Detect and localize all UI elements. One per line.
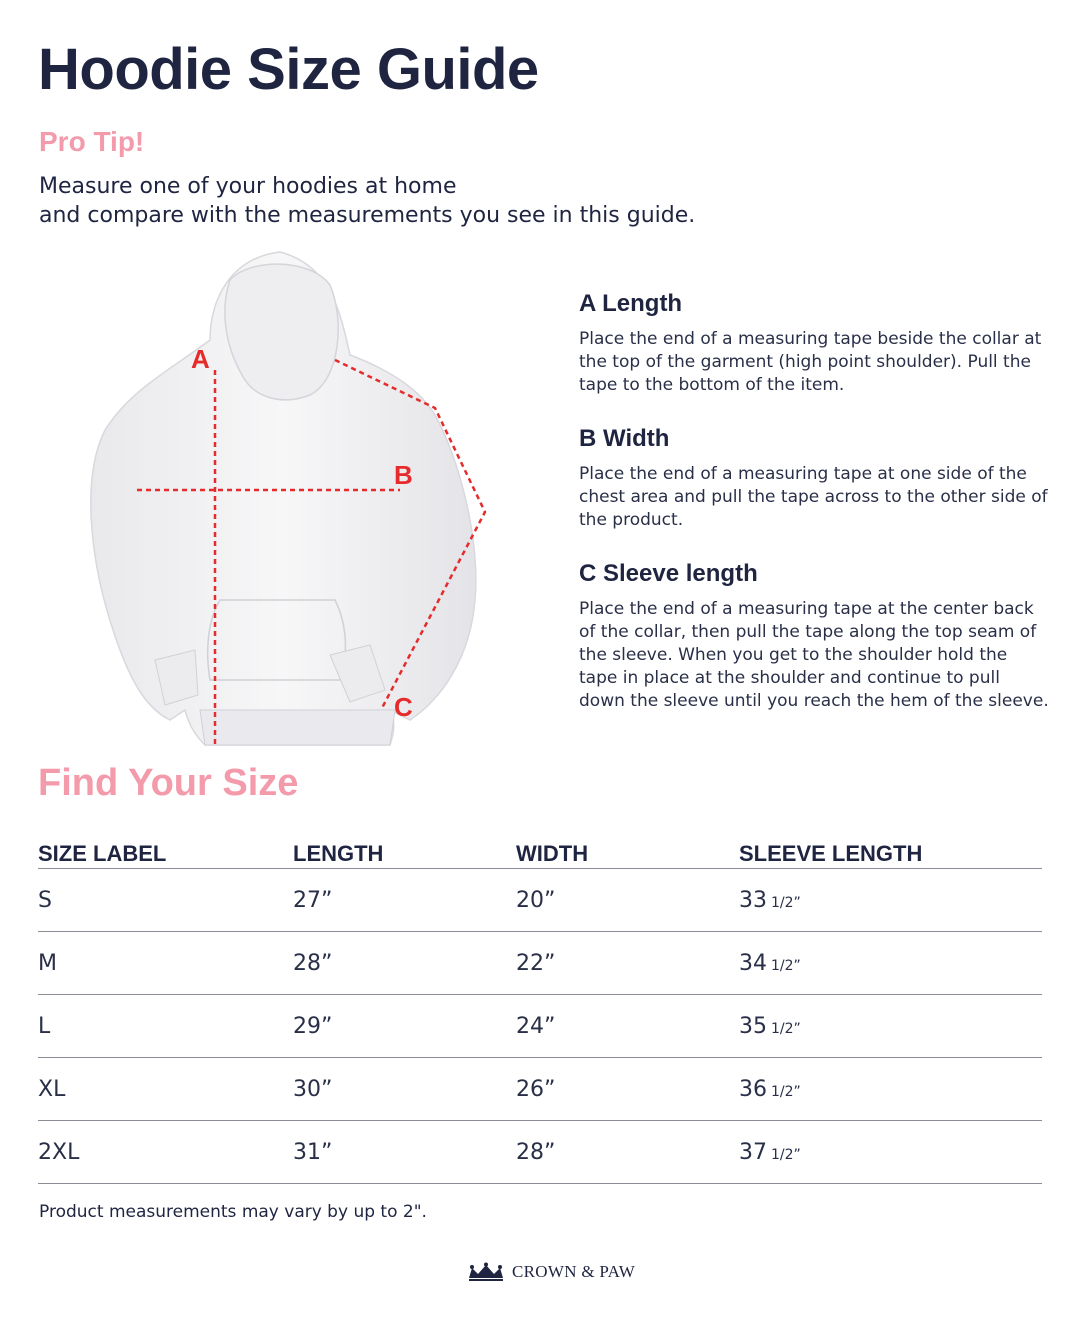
cell-sleeve [739, 1077, 1042, 1102]
cell-size: 2XL [38, 1139, 80, 1165]
waistband [200, 710, 395, 745]
intro-text [39, 172, 695, 230]
sleeve-fraction: 1/2” [771, 1083, 801, 1100]
measure-title: A Length [579, 290, 683, 317]
measure-title: C Sleeve length [579, 560, 758, 587]
cell-width: 24” [516, 1013, 556, 1039]
intro-line-1: Measure one of your hoodies at home [39, 174, 457, 199]
sleeve-fraction: 1/2” [771, 1146, 801, 1163]
intro-line-2: and compare with the measurements you see in this guide. [39, 203, 696, 228]
brand-name: CROWN & PAW [512, 1262, 636, 1281]
cell-width: 26” [516, 1076, 556, 1102]
cell-sleeve [739, 951, 1042, 976]
header-width: WIDTH [516, 841, 589, 866]
header-length: LENGTH [293, 841, 384, 866]
sleeve-whole: 36 [739, 1076, 767, 1102]
cell-width: 28” [516, 1139, 556, 1165]
footnote: Product measurements may vary by up to 2". [39, 1202, 427, 1222]
sleeve-fraction: 1/2” [771, 894, 801, 911]
sleeve-whole: 33 [739, 887, 767, 913]
table-row [38, 1058, 1042, 1121]
table-row [38, 932, 1042, 995]
hoodie-svg [60, 240, 520, 760]
label-a: A [191, 344, 210, 374]
label-b: B [394, 460, 413, 490]
page-title: Hoodie Size Guide [38, 37, 539, 102]
measure-length [579, 290, 1049, 397]
cell-length: 29” [293, 1013, 333, 1039]
cell-length: 27” [293, 887, 333, 913]
measure-width [579, 425, 1049, 532]
sleeve-whole: 37 [739, 1139, 767, 1165]
cell-sleeve [739, 1140, 1042, 1165]
find-your-size-heading: Find Your Size [38, 762, 299, 804]
measure-text: Place the end of a measuring tape at the center back of the collar, then pull the tape along the top seam of the sleeve. When you get to the shoulder hold the tape in place at the shoulder and continue to pull down the sleeve until you reach the hem of the sleeve. [579, 599, 1049, 711]
measure-sleeve [579, 560, 1049, 713]
table-row [38, 869, 1042, 932]
sleeve-fraction: 1/2” [771, 1020, 801, 1037]
table-row [38, 995, 1042, 1058]
cell-length: 30” [293, 1076, 333, 1102]
table-row [38, 1121, 1042, 1184]
cell-size: M [38, 950, 57, 976]
header-size-label: SIZE LABEL [38, 841, 167, 866]
measurement-instructions [579, 290, 1049, 741]
crown-icon [466, 1262, 506, 1282]
measure-text: Place the end of a measuring tape at one side of the chest area and pull the tape across to the other side of the product. [579, 464, 1048, 530]
pro-tip-heading: Pro Tip! [39, 126, 145, 157]
cell-width: 20” [516, 887, 556, 913]
hoodie-illustration [60, 240, 520, 760]
table-header [38, 838, 1042, 869]
cell-size: XL [38, 1076, 66, 1102]
label-c: C [394, 692, 413, 722]
cell-size: L [38, 1013, 51, 1039]
size-table [38, 838, 1042, 1184]
measure-title: B Width [579, 425, 670, 452]
sleeve-whole: 34 [739, 950, 767, 976]
sleeve-fraction: 1/2” [771, 957, 801, 974]
cell-sleeve [739, 888, 1042, 913]
cell-length: 31” [293, 1139, 333, 1165]
measure-text: Place the end of a measuring tape beside the collar at the top of the garment (high point shoulder). Pull the tape to the bottom of the item. [579, 329, 1042, 395]
sleeve-whole: 35 [739, 1013, 767, 1039]
cell-size: S [38, 887, 52, 913]
cell-width: 22” [516, 950, 556, 976]
cell-sleeve [739, 1014, 1042, 1039]
brand-logo [466, 1262, 635, 1282]
cell-length: 28” [293, 950, 333, 976]
header-sleeve-length: SLEEVE LENGTH [739, 841, 923, 866]
